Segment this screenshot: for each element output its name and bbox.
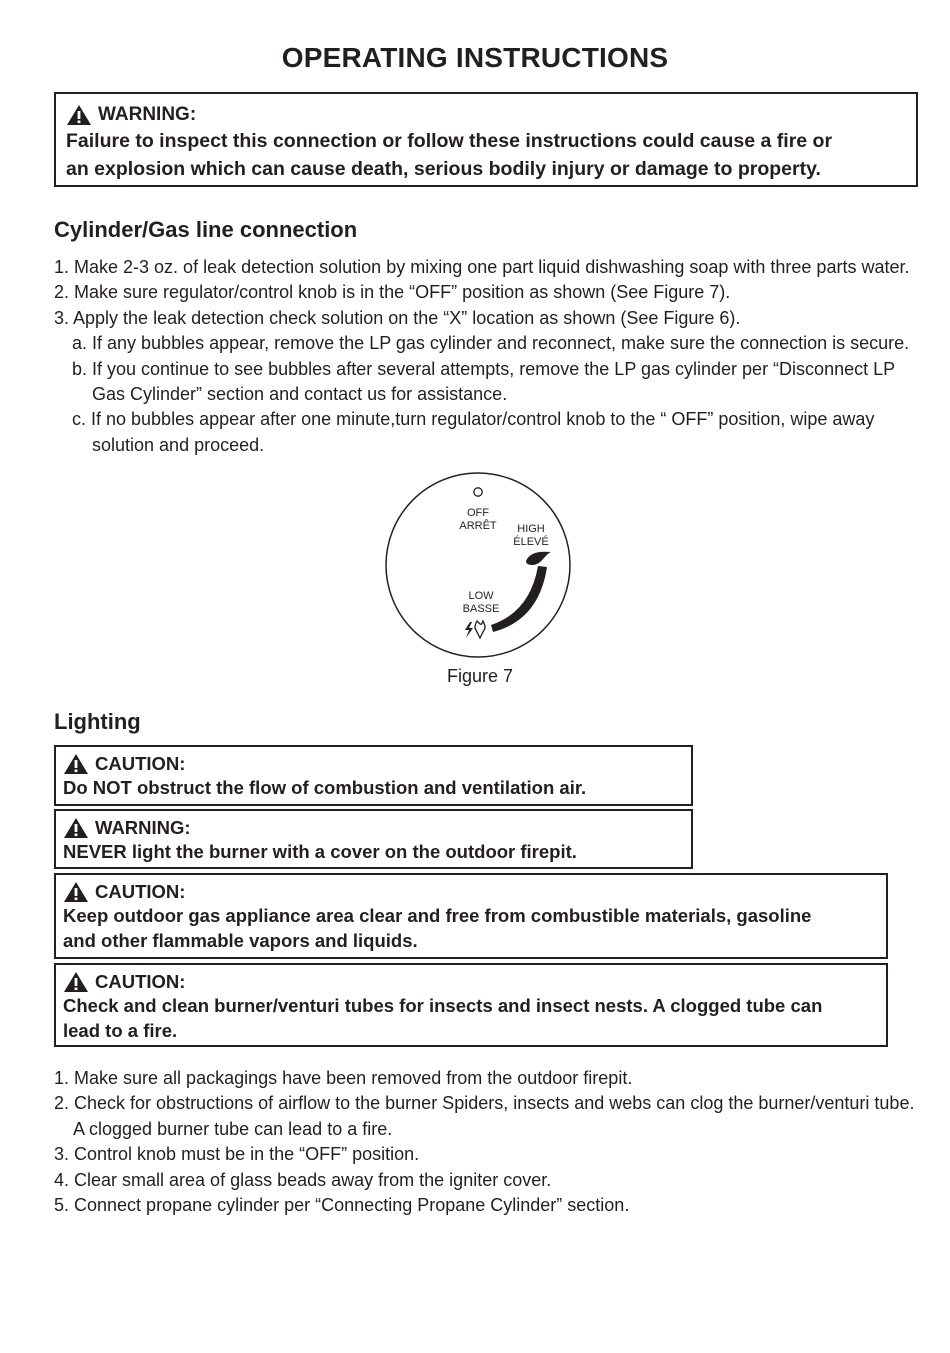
- cylinder-steps-list: [54, 255, 909, 458]
- caution-text-line1: Keep outdoor gas appliance area clear and free from combustible materials, gasoline: [63, 905, 812, 926]
- warning-triangle-icon: [63, 753, 89, 775]
- caution-text: Do NOT obstruct the flow of combustion and ventilation air.: [63, 777, 587, 798]
- list-item: 3. Control knob must be in the “OFF” position.: [54, 1144, 420, 1165]
- list-item: A clogged burner tube can lead to a fire.: [73, 1118, 393, 1139]
- list-item: 3. Apply the leak detection check solution on the “X” location as shown (See Figure 6).: [54, 307, 741, 328]
- caution-box: [54, 963, 888, 1047]
- list-item: 2. Check for obstructions of airflow to the burner Spiders, insects and webs can clog the burner/venturi tube.: [54, 1093, 915, 1114]
- caution-box: [54, 745, 693, 806]
- list-item: 1. Make sure all packagings have been removed from the outdoor firepit.: [54, 1068, 633, 1088]
- list-item: 2. Make sure regulator/control knob is in the “OFF” position as shown (See Figure 7).: [54, 282, 731, 303]
- list-item: 1. Make 2-3 oz. of leak detection solution by mixing one part liquid dishwashing soap with three parts water.: [54, 257, 910, 277]
- top-warning-box: [54, 92, 918, 187]
- cylinder-section-heading: Cylinder/Gas line connection: [54, 217, 358, 242]
- control-knob-dial: [384, 472, 574, 662]
- warning-triangle-icon: [63, 971, 89, 993]
- list-item: c. If no bubbles appear after one minute,turn regulator/control knob to the “ OFF” position, wipe away: [72, 409, 875, 430]
- list-item: solution and proceed.: [92, 434, 265, 455]
- warning-text-line1: Failure to inspect this connection or follow these instructions could cause a fire or: [66, 130, 833, 152]
- caution-heading: CAUTION:: [95, 753, 186, 774]
- warning-text-line2: an explosion which can cause death, serious bodily injury or damage to property.: [66, 158, 821, 180]
- warning-heading: WARNING:: [95, 817, 191, 838]
- warning-box: [54, 809, 693, 869]
- caution-heading: CAUTION:: [95, 881, 186, 902]
- warning-text: NEVER light the burner with a cover on the outdoor firepit.: [63, 841, 577, 862]
- list-item: Gas Cylinder” section and contact us for assistance.: [92, 384, 508, 405]
- list-item: 4. Clear small area of glass beads away from the igniter cover.: [54, 1169, 552, 1190]
- caution-heading: CAUTION:: [95, 971, 186, 992]
- caution-text-line1: Check and clean burner/venturi tubes for insects and insect nests. A clogged tube can: [63, 995, 823, 1016]
- high-label: HIGH: [517, 523, 545, 535]
- dial-outline: [386, 473, 570, 657]
- high-label-fr: ÉLEVÉ: [513, 536, 549, 548]
- figure-caption: Figure 7: [446, 666, 514, 686]
- list-item: a. If any bubbles appear, remove the LP gas cylinder and reconnect, make sure the connection is secure.: [72, 333, 910, 354]
- caution-text-line2: lead to a fire.: [63, 1020, 178, 1041]
- lighting-section-heading: Lighting: [54, 709, 141, 734]
- warning-triangle-icon: [63, 817, 89, 839]
- caution-box: [54, 873, 888, 959]
- warning-triangle-icon: [63, 881, 89, 903]
- warning-triangle-icon: [66, 104, 92, 126]
- list-item: 5. Connect propane cylinder per “Connecting Propane Cylinder” section.: [54, 1195, 630, 1216]
- off-label: OFF: [467, 507, 489, 519]
- caution-text-line2: and other flammable vapors and liquids.: [63, 930, 418, 951]
- off-label-fr: ARRÊT: [459, 520, 497, 532]
- low-label: LOW: [468, 590, 494, 602]
- lighting-steps-list: [54, 1066, 914, 1218]
- warning-heading: WARNING:: [66, 104, 906, 126]
- list-item: b. If you continue to see bubbles after several attempts, remove the LP gas cylinder per “Disconnect LP: [72, 358, 896, 379]
- page-title: OPERATING INSTRUCTIONS: [281, 42, 669, 73]
- low-label-fr: BASSE: [462, 603, 500, 615]
